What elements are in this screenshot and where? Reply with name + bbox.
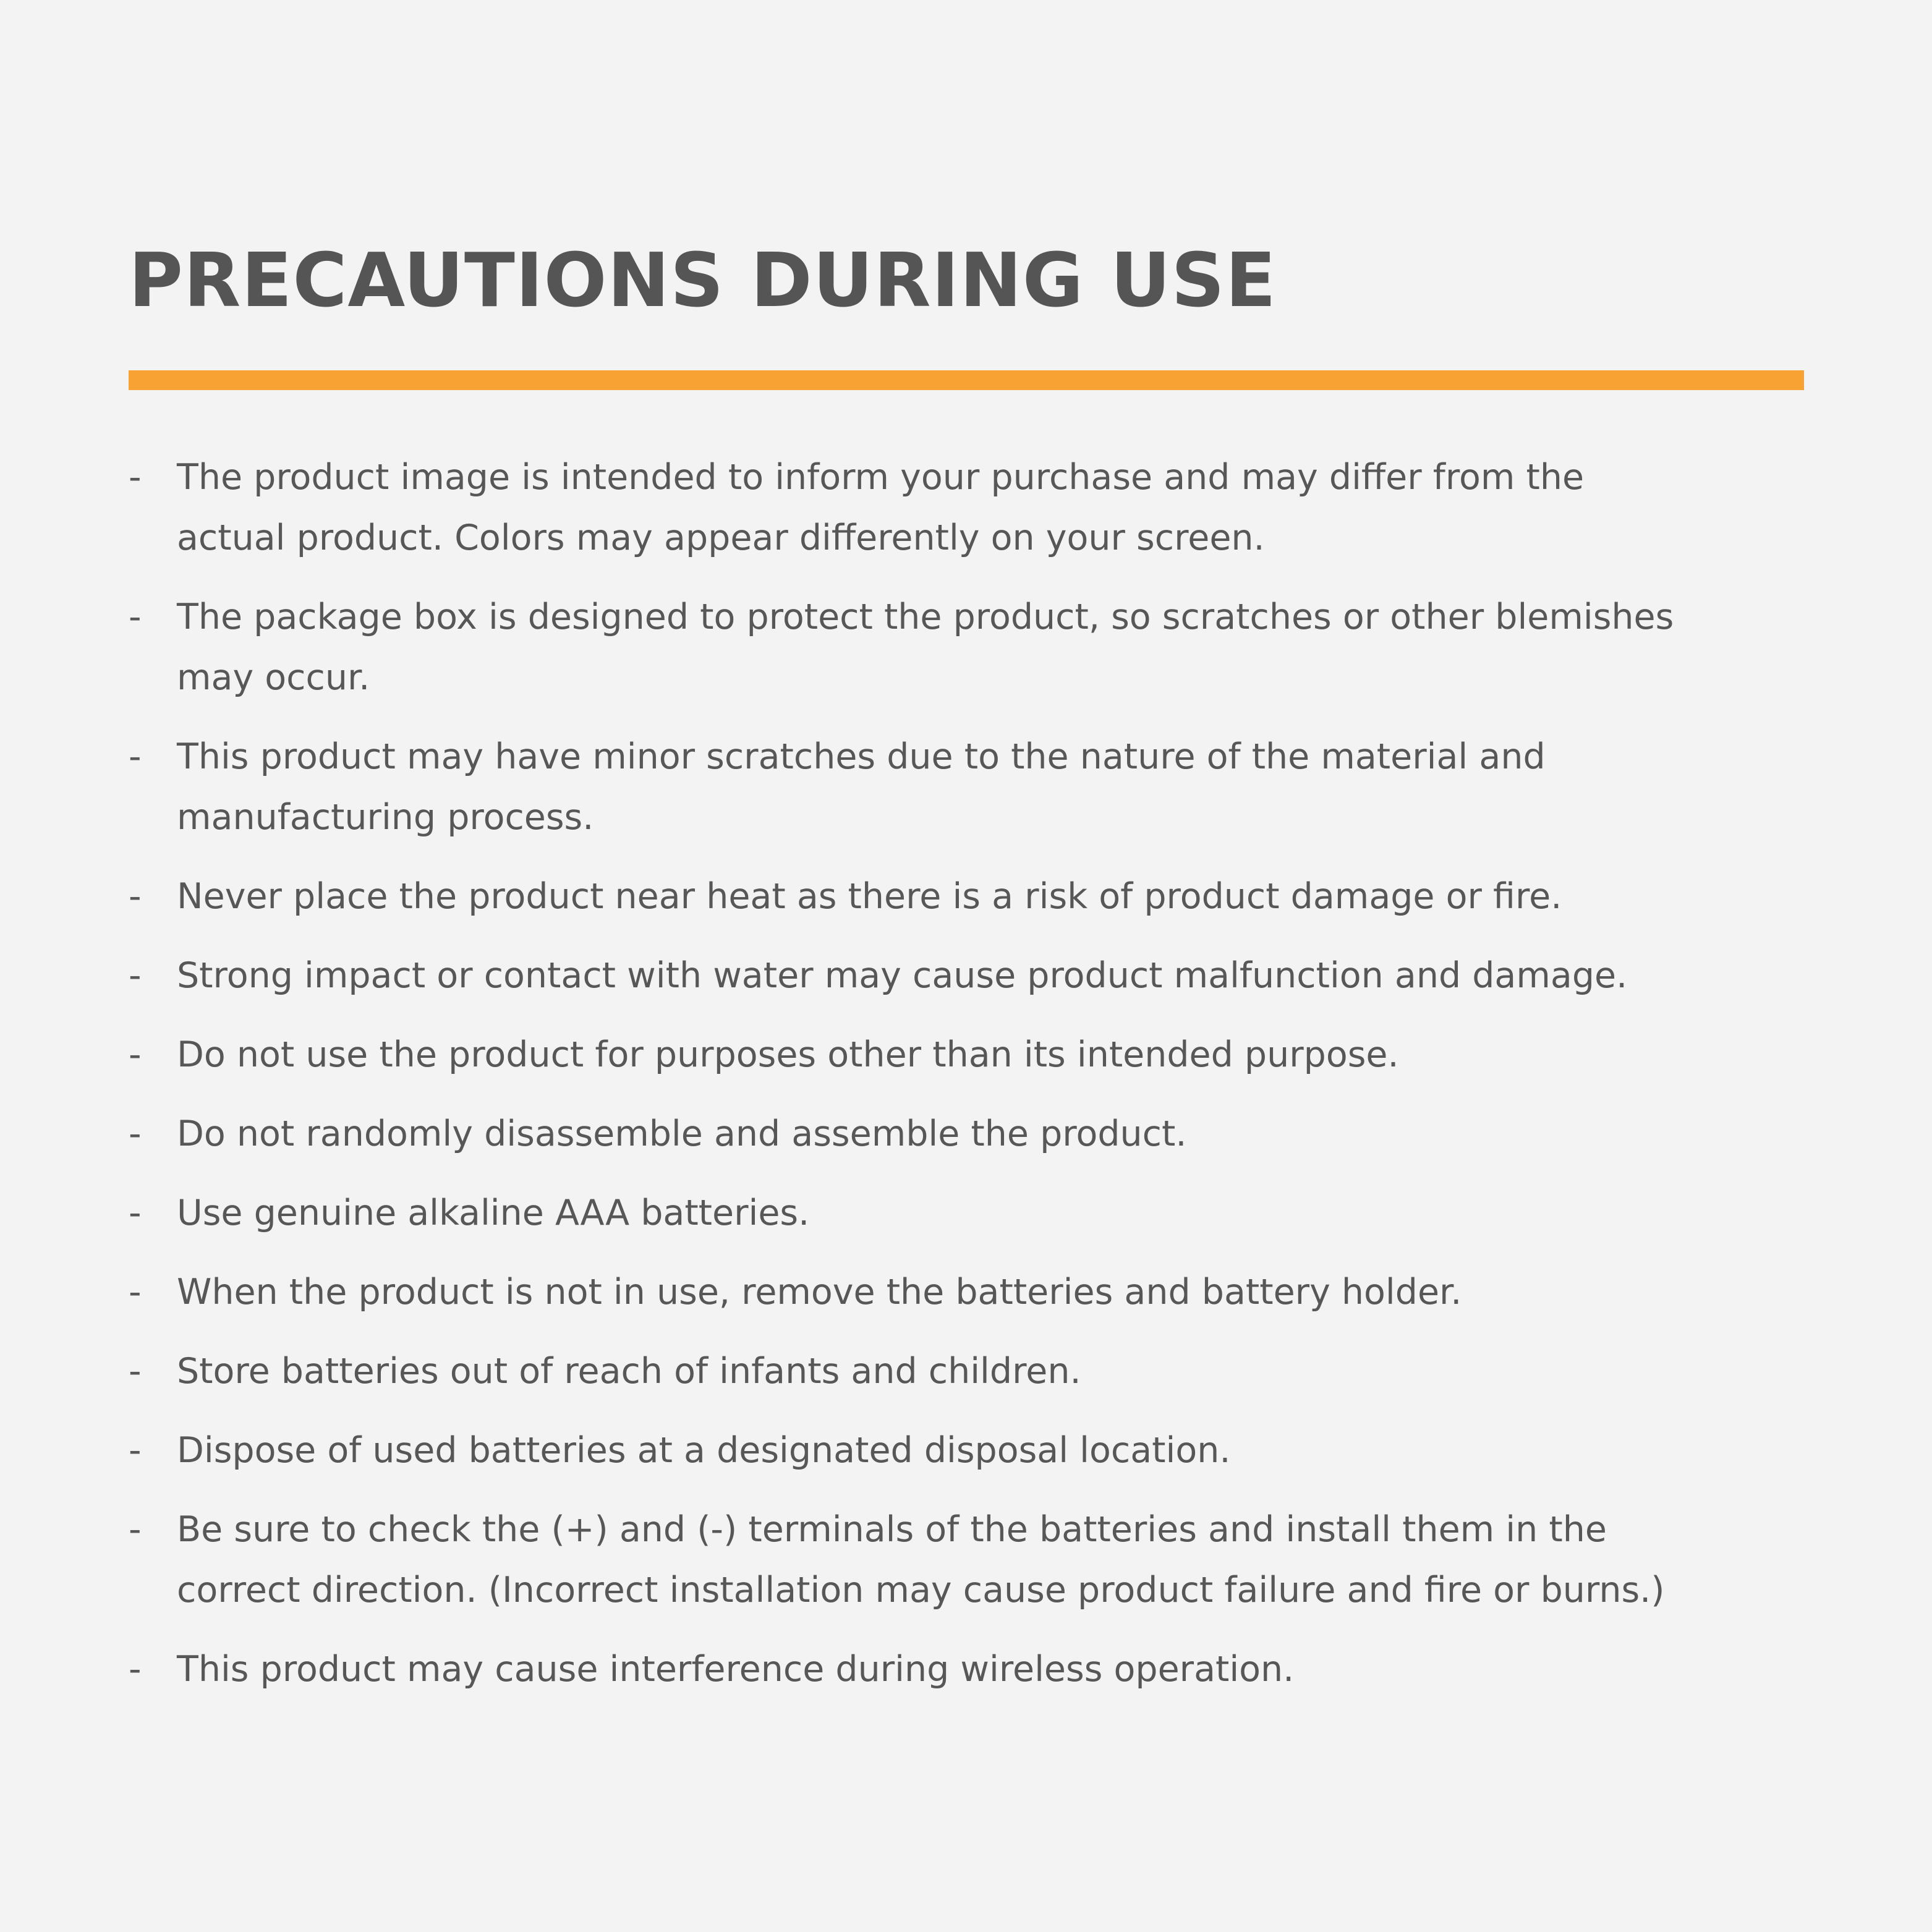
list-item xyxy=(129,1639,1804,1700)
list-item-text: manufacturing process. xyxy=(177,797,594,838)
bullet-dash: - xyxy=(129,1193,142,1233)
list-item xyxy=(129,447,1804,568)
list-item-text: actual product. Colors may appear differently on your screen. xyxy=(177,517,1265,558)
list-item-text: Be sure to check the (+) and (-) terminals of the batteries and install them in the xyxy=(177,1509,1607,1550)
list-item xyxy=(129,1420,1804,1481)
bullet-dash: - xyxy=(129,1509,142,1550)
list-item xyxy=(129,587,1804,708)
list-item xyxy=(129,1341,1804,1402)
bullet-dash: - xyxy=(129,955,142,996)
bullet-dash: - xyxy=(129,736,142,777)
bullet-dash: - xyxy=(129,1649,142,1690)
bullet-dash: - xyxy=(129,457,142,498)
bullet-dash: - xyxy=(129,1351,142,1392)
list-item-text: Dispose of used batteries at a designated disposal location. xyxy=(177,1430,1231,1471)
bullet-dash: - xyxy=(129,1113,142,1154)
bullet-dash: - xyxy=(129,597,142,637)
list-item xyxy=(129,1262,1804,1322)
list-item xyxy=(129,1183,1804,1243)
list-item-text: Strong impact or contact with water may cause product malfunction and damage. xyxy=(177,955,1628,996)
list-item-text: correct direction. (Incorrect installation may cause product failure and fire or burns.) xyxy=(177,1570,1665,1611)
precautions-page xyxy=(129,0,1804,1932)
list-item xyxy=(129,1499,1804,1620)
list-item-text: This product may have minor scratches due to the nature of the material and xyxy=(177,736,1546,777)
list-item-text: When the product is not in use, remove the batteries and battery holder. xyxy=(177,1272,1462,1313)
list-item-text: Never place the product near heat as there is a risk of product damage or fire. xyxy=(177,876,1562,917)
list-item xyxy=(129,726,1804,848)
bullet-dash: - xyxy=(129,1272,142,1313)
list-item xyxy=(129,866,1804,927)
bullet-dash: - xyxy=(129,1430,142,1471)
list-item-text: The product image is intended to inform your purchase and may differ from the xyxy=(177,457,1585,498)
precautions-list xyxy=(129,447,1804,1718)
list-item xyxy=(129,1104,1804,1164)
bullet-dash: - xyxy=(129,1034,142,1075)
list-item xyxy=(129,945,1804,1006)
list-item xyxy=(129,1024,1804,1085)
list-item-text: Do not randomly disassemble and assemble the product. xyxy=(177,1113,1187,1154)
bullet-dash: - xyxy=(129,876,142,917)
list-item-text: The package box is designed to protect the product, so scratches or other blemishes xyxy=(177,597,1674,637)
list-item-text: Store batteries out of reach of infants and children. xyxy=(177,1351,1081,1392)
list-item-text: This product may cause interference during wireless operation. xyxy=(177,1649,1295,1690)
title-underline-bar xyxy=(129,370,1804,390)
list-item-text: Use genuine alkaline AAA batteries. xyxy=(177,1193,810,1233)
list-item-text: may occur. xyxy=(177,657,370,698)
list-item-text: Do not use the product for purposes other than its intended purpose. xyxy=(177,1034,1399,1075)
page-title: PRECAUTIONS DURING USE xyxy=(129,238,1277,324)
